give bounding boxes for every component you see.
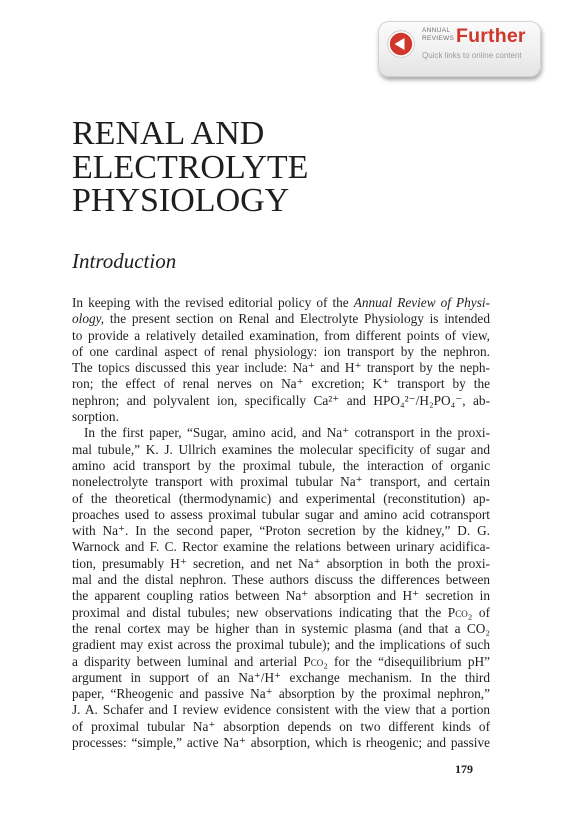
annual-reviews-further-link[interactable] <box>378 21 541 77</box>
body-text-run: paper, “Rheogenic and passive Na⁺ absorption by the proximal nephron,” <box>72 686 490 702</box>
body-text-run: In keeping with the revised editorial policy of the <box>72 295 354 310</box>
body-text-run: a disparity between luminal and arterial P <box>72 653 311 669</box>
badge-tagline: Quick links to online content <box>422 51 522 60</box>
arrow-left-circle-icon <box>387 30 415 58</box>
body-line <box>72 491 490 507</box>
body-text-run: J. A. Schafer and I review evidence consistent with the view that a portion <box>72 702 490 718</box>
body-text-run: mal and the distal nephron. These authors discuss the differences between <box>72 572 490 588</box>
small-caps-text-run: co <box>455 604 468 620</box>
body-paragraph <box>72 295 490 425</box>
body-line <box>72 344 490 360</box>
section-title <box>72 117 308 218</box>
body-line <box>72 409 490 425</box>
body-line <box>72 393 490 409</box>
body-line <box>72 686 490 702</box>
page-number: 179 <box>455 762 473 776</box>
section-title-line: ELECTROLYTE <box>72 148 309 186</box>
body-text-run: with Na⁺. In the second paper, “Proton secretion by the kidney,” D. G. <box>72 523 490 539</box>
body-line <box>72 556 490 572</box>
body-text-run: nephron; and polyvalent ion, specifically Ca²⁺ and HPO₄²⁻/H₂PO₄⁻, ab- <box>72 392 490 408</box>
body-line <box>72 376 490 392</box>
body-line <box>72 539 490 555</box>
body-text-run: In the first paper, “Sugar, amino acid, and Na⁺ cotransport in the proxi- <box>84 425 490 441</box>
italic-text-run: Annual Review of Physi- <box>353 295 490 310</box>
body-text-run: Warnock and F. C. Rector examine the relations between urinary acidifica- <box>72 539 490 555</box>
body-text-run: nonelectrolyte transport with proximal tubular Na⁺ transport, and certain <box>72 474 490 490</box>
body-line <box>72 474 490 490</box>
small-caps-text-run: co <box>310 653 324 669</box>
body-text-run: argument in support of an Na⁺/H⁺ exchange mechanism. In the third <box>72 669 490 685</box>
section-title-line: PHYSIOLOGY <box>72 182 290 219</box>
body-line <box>72 719 490 735</box>
italic-text-run: ology, <box>72 311 105 327</box>
body-text-run: ₂ of <box>467 604 490 620</box>
further-wordmark: Further <box>456 25 526 47</box>
body-line <box>72 572 490 588</box>
body-line <box>72 425 490 441</box>
body-text-run: amino acid transport by the proximal tubule, the interaction of organic <box>72 457 490 473</box>
body-line <box>72 654 490 670</box>
body-line <box>72 605 490 621</box>
body-text-run: to provide a relatively detailed examination, from different points of view, <box>72 327 490 343</box>
body-line <box>72 328 490 344</box>
body-line <box>72 670 490 686</box>
body-text-run: proximal and distal tubules; new observations indicating that the P <box>72 604 456 620</box>
body-text-run: ron; the effect of renal nerves on Na⁺ excretion; K⁺ transport by the <box>72 376 490 392</box>
body-line <box>72 621 490 637</box>
publisher-name-reviews: REVIEWS <box>422 35 455 42</box>
body-line <box>72 702 490 718</box>
body-text-run: sorption. <box>72 409 119 425</box>
body-text-run: ₂ for the “disequilibrium pH” <box>323 653 490 669</box>
body-line <box>72 442 490 458</box>
body-text <box>72 295 490 751</box>
body-line <box>72 735 490 751</box>
body-text-run: mal tubule,” K. J. Ullrich examines the molecular specificity of sugar and <box>72 441 490 457</box>
body-line <box>72 458 490 474</box>
body-line <box>72 588 490 604</box>
section-title-line: RENAL AND <box>72 115 265 152</box>
body-text-run: processes: “simple,” active Na⁺ absorption, which is rheogenic; and passive <box>72 735 490 751</box>
body-text-run: tion, presumably H⁺ secretion, and net Na⁺ absorption in both the proxi- <box>72 555 490 571</box>
body-line <box>72 295 490 311</box>
body-line <box>72 507 490 523</box>
body-text-run: of the theoretical (thermodynamic) and experimental (reconstitution) ap- <box>72 490 490 506</box>
body-line <box>72 637 490 653</box>
body-line <box>72 311 490 327</box>
body-text-run: of proximal tubular Na⁺ absorption depends on two different kinds of <box>72 718 490 734</box>
body-line <box>72 360 490 376</box>
body-text-run: the apparent coupling ratios between Na⁺ absorption and H⁺ secretion in <box>72 588 490 604</box>
body-paragraph <box>72 425 490 751</box>
body-text-run: the renal cortex may be higher than in systemic plasma (and that a CO₂ <box>72 620 490 636</box>
body-text-run: of one cardinal aspect of renal physiology: ion transport by the nephron. <box>72 343 490 359</box>
section-heading: Introduction <box>72 249 177 273</box>
body-text-run: proaches used to assess proximal tubular sugar and amino acid cotransport <box>72 506 490 522</box>
publisher-name-annual: ANNUAL <box>422 27 451 34</box>
body-text-run: gradient may exist across the proximal tubule); and the implications of such <box>72 637 490 653</box>
body-text-run: the present section on Renal and Electrolyte Physiology is intended <box>104 311 490 327</box>
body-text-run: The topics discussed this year include: Na⁺ and H⁺ transport by the neph- <box>72 360 490 376</box>
body-line <box>72 523 490 539</box>
